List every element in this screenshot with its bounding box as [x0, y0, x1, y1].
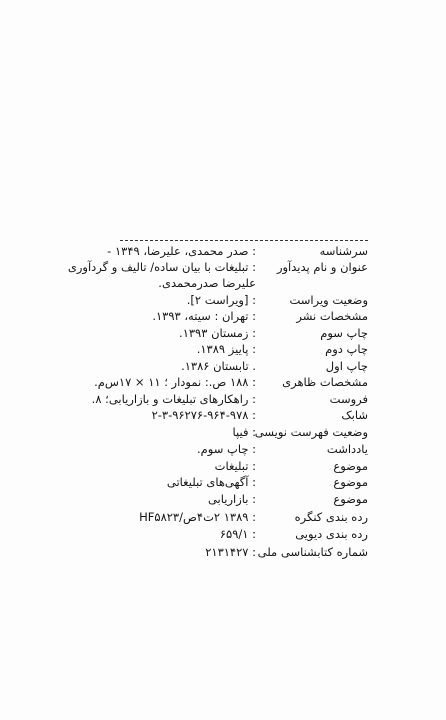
entry-value: : تهران : سیته، ۱۳۹۳.: [152, 309, 256, 323]
entry-label: موضوع: [333, 475, 368, 489]
catalog-row: [0, 474, 446, 490]
entry-value: علیرضا صدرمحمدی.: [158, 276, 256, 290]
entry-label: فروست: [329, 392, 368, 406]
entry-value: : ۲۱۳۱۴۲۷: [205, 545, 256, 559]
catalog-row: [0, 407, 446, 423]
catalog-row: [0, 374, 446, 390]
entry-label: چاپ دوم: [325, 342, 368, 356]
catalog-row: [0, 243, 446, 259]
entry-label: موضوع: [333, 459, 368, 473]
catalog-row: [0, 308, 446, 324]
entry-value: : صدر محمدی، علیرضا، ۱۳۴۹ -: [107, 244, 256, 258]
catalog-row: [0, 275, 446, 291]
catalog-row: [0, 325, 446, 341]
catalog-row: [0, 259, 446, 275]
entry-label: سرشناسه: [319, 244, 368, 258]
catalog-row: [0, 491, 446, 507]
catalog-row: [0, 441, 446, 457]
entry-label: عنوان و نام پدیدآور: [276, 260, 368, 274]
catalog-row: [0, 292, 446, 308]
entry-value: : [ویراست ۲].: [186, 293, 256, 307]
catalog-row: [0, 341, 446, 357]
entry-value: : راهکارهای تبلیغات و بازاریابی؛ ۸.: [91, 392, 256, 406]
catalog-row: [0, 544, 446, 560]
entry-label: موضوع: [333, 492, 368, 506]
entry-label: وضعیت فهرست نویسی: [254, 425, 368, 439]
entry-label: چاپ سوم: [320, 326, 368, 340]
catalog-row: [0, 391, 446, 407]
entry-value: : چاپ سوم.: [197, 442, 256, 456]
entry-value: : تبلیغات: [214, 459, 256, 473]
entry-value: : زمستان ۱۳۹۳.: [179, 326, 256, 340]
entry-label: چاپ اول: [325, 359, 368, 373]
catalog-row: [0, 509, 446, 525]
catalog-row: [0, 458, 446, 474]
entry-label: مشخصات ظاهری: [282, 375, 368, 389]
divider-line: [120, 240, 368, 241]
entry-label: شماره کتابشناسی ملی: [257, 545, 368, 559]
entry-value: : پاییز ۱۳۸۹.: [196, 342, 256, 356]
entry-label: مشخصات نشر: [296, 309, 368, 323]
catalog-row: [0, 358, 446, 374]
entry-value: : بازاریابی: [207, 492, 256, 506]
catalog-row: [0, 424, 446, 440]
entry-value: : ۱۳۸۹ ۲ت۴ص/HF۵۸۲۳: [139, 510, 256, 524]
entry-value: : فیپا: [232, 425, 256, 439]
catalog-row: [0, 526, 446, 542]
entry-label: رده بندی دیویی: [295, 527, 368, 541]
entry-label: رده بندی کنگره: [294, 510, 368, 524]
entry-label: شابک: [341, 408, 368, 422]
entry-label: وضعیت ویراست: [289, 293, 368, 307]
entry-value: : ۲-۳-۹۶۲۷۶-۹۶۴-۹۷۸: [151, 408, 256, 422]
entry-value: . تابستان ۱۳۸۶.: [181, 359, 256, 373]
entry-value: : تبلیغات با بیان ساده/ تالیف و گردآوری: [67, 260, 256, 274]
entry-label: یادداشت: [326, 442, 368, 456]
entry-value: : آگهی‌های تبلیغاتی: [166, 475, 256, 489]
entry-value: : ۶۵۹/۱: [219, 527, 256, 541]
entry-value: : ۱۸۸ ص.: نمودار ؛ ۱۱ × ۱۷س‌م.: [94, 375, 256, 389]
